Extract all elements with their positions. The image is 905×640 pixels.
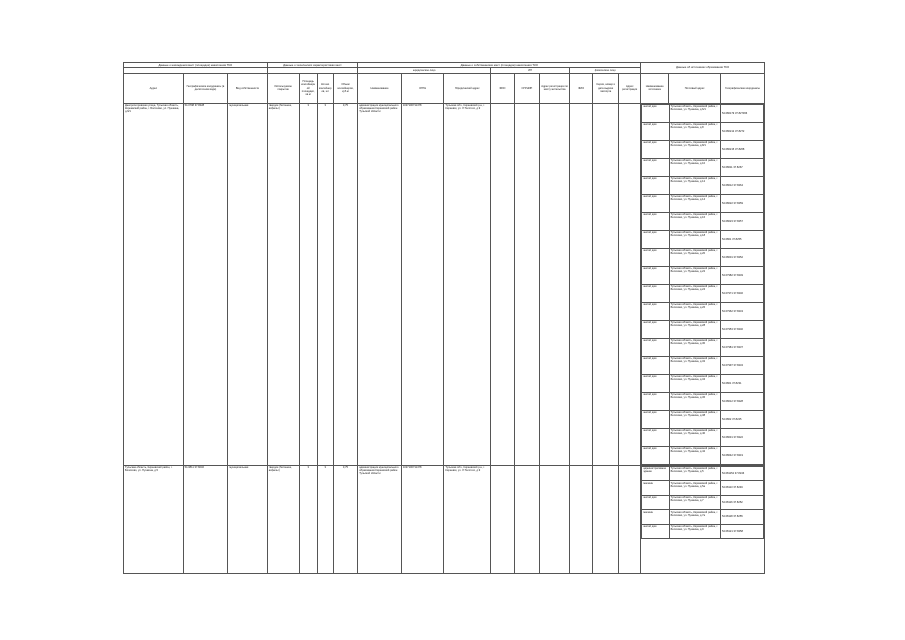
source-row — [642, 410, 764, 428]
table-row — [124, 465, 765, 573]
source-coords: 54.080215 37.8268 — [720, 140, 763, 158]
group-header-location: Данные о нахождении мест (площадок) накопления ТКО — [124, 63, 268, 68]
source-addr: Тульская область, Киреевский район, г. Болохово, ул. Пушкина, д.30 — [669, 338, 720, 356]
source-coords: 54.08031 37.8222 — [720, 428, 763, 446]
column-header: Кол-во контейнеров, шт — [317, 73, 333, 103]
source-row — [642, 122, 764, 140]
source-src: жилой дом — [642, 392, 669, 410]
source-row — [642, 158, 764, 176]
source-src: жилой дом — [642, 356, 669, 374]
sources-cell — [641, 465, 765, 573]
cell-surface: твердое (бетонное, асфальт) — [267, 465, 299, 573]
column-header: Вид собственности — [228, 73, 267, 103]
column-header: Юридический адрес — [444, 73, 491, 103]
cell-legal-address: Тульская обл., Киреевский р-н, г. Киреевск, ул. Л.Толстого, д.9 — [444, 465, 491, 573]
column-header: ФИО — [570, 73, 593, 103]
source-coords: 54.0801 37.8255 — [720, 230, 763, 248]
source-row — [642, 284, 764, 302]
column-header: Почтовый адрес — [669, 73, 721, 103]
column-header: ОГРН — [401, 73, 444, 103]
cell-empty — [514, 103, 540, 465]
source-row — [642, 104, 764, 122]
sources-table — [641, 104, 764, 465]
cell-ogrn: 1027100711478 — [401, 103, 444, 465]
sources-cell — [641, 103, 765, 465]
source-row — [642, 212, 764, 230]
source-addr: Тульская область, Киреевский район, г. Болохово, ул. Пушкина, д.28 — [669, 320, 720, 338]
cell-ogrn: 1027100711478 — [401, 465, 444, 573]
group-header-owners: Данные о собственниках мест (площадок) накопления ТКО — [358, 63, 641, 68]
source-coords: 54.08118 37.8255 — [720, 510, 763, 525]
source-coords: 54.08116 37.8252 — [720, 495, 763, 510]
source-coords: 54.08023 37.8257 — [720, 212, 763, 230]
cell-coords: 54.0811 37.8246 — [183, 465, 228, 573]
column-header: Объем контейнеров, куб.м — [333, 73, 358, 103]
source-src: жилой дом — [642, 230, 669, 248]
source-addr: Тульская область, Киреевский район, г. Болохово, ул. Пушкина, д.36 — [669, 392, 720, 410]
source-coords: 54.07982 37.8249 — [720, 266, 763, 284]
source-src: жилой дом — [642, 122, 669, 140]
cell-coords: 54.0798 37.8028 — [183, 103, 228, 465]
cell-address: Днепропетровская улица, Тульская область, Киреевский район, г. Болохово, ул. Пушкина, д.6/1 — [124, 103, 184, 465]
source-coords: 54.08001 37.8252 — [720, 248, 763, 266]
cell-volume: 0,75 — [333, 465, 358, 573]
source-addr: Тульская область, Киреевский район, г. Болохово, ул. Пушкина, д.7 — [669, 495, 720, 510]
subheader-entrepreneur: ИП — [491, 68, 570, 73]
cell-surface: твердое (бетонное, асфальт) — [267, 103, 299, 465]
cell-empty — [514, 465, 540, 573]
subheader-legal-entity: юридическое лицо — [358, 68, 491, 73]
source-row — [642, 356, 764, 374]
source-src: жилой дом — [642, 374, 669, 392]
source-src: жилой дом — [642, 338, 669, 356]
source-src: жилой дом — [642, 158, 669, 176]
column-header: Площадь контейнерной площадки, кв.м — [299, 73, 317, 103]
cell-volume: 0,75 — [333, 103, 358, 465]
source-addr: Тульская область, Киреевский район, г. Болохово, ул. Пушкина, д.18 — [669, 230, 720, 248]
source-src: жилой дом — [642, 284, 669, 302]
column-header: Адрес регистрации — [618, 73, 640, 103]
column-header: ОГРНИП — [514, 73, 540, 103]
column-header-row — [124, 73, 765, 103]
cell-empty — [491, 103, 514, 465]
cell-name: администрация муниципального образования Киреевский район Тульской области — [358, 465, 402, 573]
source-coords: 54.081152 37.8246 — [720, 466, 763, 481]
column-header: Географические координаты (в десятичном виде) — [183, 73, 228, 103]
source-addr: Тульская область, Киреевский район, г. Болохово, ул. Пушкина, д.8 — [669, 122, 720, 140]
source-coords: 54.080212 37.8272 — [720, 122, 763, 140]
source-src: жилой дом — [642, 176, 669, 194]
source-row — [642, 446, 764, 464]
cell-area: 3 — [299, 465, 317, 573]
source-row — [642, 230, 764, 248]
source-row — [642, 524, 764, 539]
source-addr: Тульская область, Киреевский район, г. Болохово, ул. Пушкина, д.7а — [669, 510, 720, 525]
column-header: Наименование источника — [641, 73, 669, 103]
source-addr: Тульская область, Киреевский район, г. Болохово, ул. Пушкина, д.24 — [669, 284, 720, 302]
cell-empty — [618, 103, 640, 465]
group-header-tech: Данные о технических характеристиках мест — [267, 63, 358, 68]
source-coords: 54.080179 37.827366 — [720, 104, 763, 122]
cell-legal-address: Тульская обл., Киреевский р-н, г. Киреевск, ул. Л.Толстого, д.9 — [444, 103, 491, 465]
source-addr: Тульская область, Киреевский район, г. Болохово, ул. Пушкина, д.12 — [669, 176, 720, 194]
source-src: жилой дом — [642, 212, 669, 230]
column-header: Наименование — [358, 73, 402, 103]
source-row — [642, 510, 764, 525]
source-src: жилой дом — [642, 104, 669, 122]
source-row — [642, 495, 764, 510]
source-row — [642, 140, 764, 158]
source-src: магазин — [642, 481, 669, 496]
sources-table — [641, 466, 764, 540]
cell-empty — [540, 465, 570, 573]
source-row — [642, 266, 764, 284]
source-addr: Тульская область, Киреевский район, г. Болохово, ул. Пушкина, д.6/1 — [669, 104, 720, 122]
cell-empty — [570, 103, 593, 465]
source-addr: Тульская область, Киреевский район, г. Болохово, ул. Пушкина, д.34 — [669, 374, 720, 392]
source-src: жилой дом — [642, 524, 669, 539]
source-row — [642, 194, 764, 212]
source-row — [642, 320, 764, 338]
source-coords: 54.08022 37.8259 — [720, 194, 763, 212]
source-src: жилой дом — [642, 266, 669, 284]
cell-empty — [570, 465, 593, 573]
source-src: жилой дом — [642, 194, 669, 212]
column-header: Серия, номер и дата выдачи паспорта — [593, 73, 619, 103]
source-coords: 54.08012 37.8264 — [720, 176, 763, 194]
source-src: магазин — [642, 510, 669, 525]
source-coords: 54.08012 37.8228 — [720, 392, 763, 410]
cell-name: администрация муниципального образования Киреевский район Тульской области — [358, 103, 402, 465]
source-addr: Тульская область, Киреевский район, г. Болохово, ул. Пушкина, д.26 — [669, 302, 720, 320]
source-addr: Тульская область, Киреевский район, г. Болохово, ул. Пушкина, д.38 — [669, 410, 720, 428]
source-addr: Тульская область, Киреевский район, г. Болохово, ул. Пушкина, д.32 — [669, 356, 720, 374]
source-addr: Тульская область, Киреевский район, г. Болохово, ул. Пушкина, д.14 — [669, 194, 720, 212]
cell-count: 3 — [317, 465, 333, 573]
subheader-individual: физическое лицо — [570, 68, 641, 73]
source-addr: Тульская область, Киреевский район, г. Болохово, ул. Пушкина, д.10 — [669, 158, 720, 176]
source-src: жилой дом — [642, 410, 669, 428]
source-addr: Тульская область, Киреевский район, г. Болохово, ул. Пушкина, д.8/1 — [669, 140, 720, 158]
source-src: жилой дом — [642, 248, 669, 266]
source-row — [642, 248, 764, 266]
source-row — [642, 428, 764, 446]
cell-empty — [618, 465, 640, 573]
cell-ownership: муниципальная — [228, 465, 267, 573]
source-addr: Тульская область, Киреевский район, г. Болохово, ул. Пушкина, д.40 — [669, 428, 720, 446]
column-header: Адрес — [124, 73, 184, 103]
source-addr: Тульская область, Киреевский район, г. Болохово, ул. Пушкина, д.9 — [669, 524, 720, 539]
source-coords: 54.07971 37.8246 — [720, 284, 763, 302]
source-src: административное здание — [642, 466, 669, 481]
source-src: жилой дом — [642, 428, 669, 446]
cell-empty — [540, 103, 570, 465]
source-coords: 54.08113 37.8249 — [720, 481, 763, 496]
source-addr: Тульская область, Киреевский район, г. Болохово, ул. Пушкина, д.16 — [669, 212, 720, 230]
source-row — [642, 374, 764, 392]
source-row — [642, 338, 764, 356]
source-row — [642, 466, 764, 481]
source-row — [642, 302, 764, 320]
cell-empty — [593, 465, 619, 573]
source-addr: Тульская область, Киреевский район, г. Болохово, ул. Пушкина, д.42 — [669, 446, 720, 464]
column-header: Адрес регистрации по месту жительства — [540, 73, 570, 103]
cell-ownership: муниципальная — [228, 103, 267, 465]
group-header-sources: Данные об источниках образования ТКО — [641, 63, 765, 74]
cell-area: 3 — [299, 103, 317, 465]
cell-count: 3 — [317, 103, 333, 465]
source-row — [642, 392, 764, 410]
cell-address: Тульская область, Киреевский район, г. Болохово, ул. Пушкина, д.5 — [124, 465, 184, 573]
source-src: жилой дом — [642, 495, 669, 510]
source-row — [642, 176, 764, 194]
source-coords: 54.08121 37.8258 — [720, 524, 763, 539]
source-src: жилой дом — [642, 140, 669, 158]
source-src: жилой дом — [642, 446, 669, 464]
source-src: жилой дом — [642, 302, 669, 320]
column-header: ФИО — [491, 73, 514, 103]
registry-table — [123, 62, 765, 574]
source-addr: Тульская область, Киреевский район, г. Болохово, ул. Пушкина, д.22 — [669, 266, 720, 284]
source-coords: 54.07997 37.8234 — [720, 356, 763, 374]
table-header — [124, 63, 765, 104]
source-row — [642, 481, 764, 496]
source-coords: 54.07981 37.8237 — [720, 338, 763, 356]
cell-empty — [491, 465, 514, 573]
source-addr: Тульская область, Киреевский район, г. Болохово, ул. Пушкина, д.5а — [669, 481, 720, 496]
source-src: жилой дом — [642, 320, 669, 338]
table-row — [124, 103, 765, 465]
table-body — [124, 103, 765, 573]
source-coords: 54.08011 37.8267 — [720, 158, 763, 176]
column-header: Используемое покрытие — [267, 73, 299, 103]
cell-empty — [593, 103, 619, 465]
column-header: Географические координаты — [721, 73, 765, 103]
source-coords: 54.0802 37.8225 — [720, 410, 763, 428]
source-addr: Тульская область, Киреевский район, г. Болохово, ул. Пушкина, д.5 — [669, 466, 720, 481]
document-sheet — [123, 62, 765, 580]
source-coords: 54.0801 37.8231 — [720, 374, 763, 392]
source-addr: Тульская область, Киреевский район, г. Болохово, ул. Пушкина, д.20 — [669, 248, 720, 266]
source-coords: 54.07953 37.8240 — [720, 320, 763, 338]
source-coords: 54.07962 37.8243 — [720, 302, 763, 320]
source-coords: 54.08042 37.8219 — [720, 446, 763, 464]
